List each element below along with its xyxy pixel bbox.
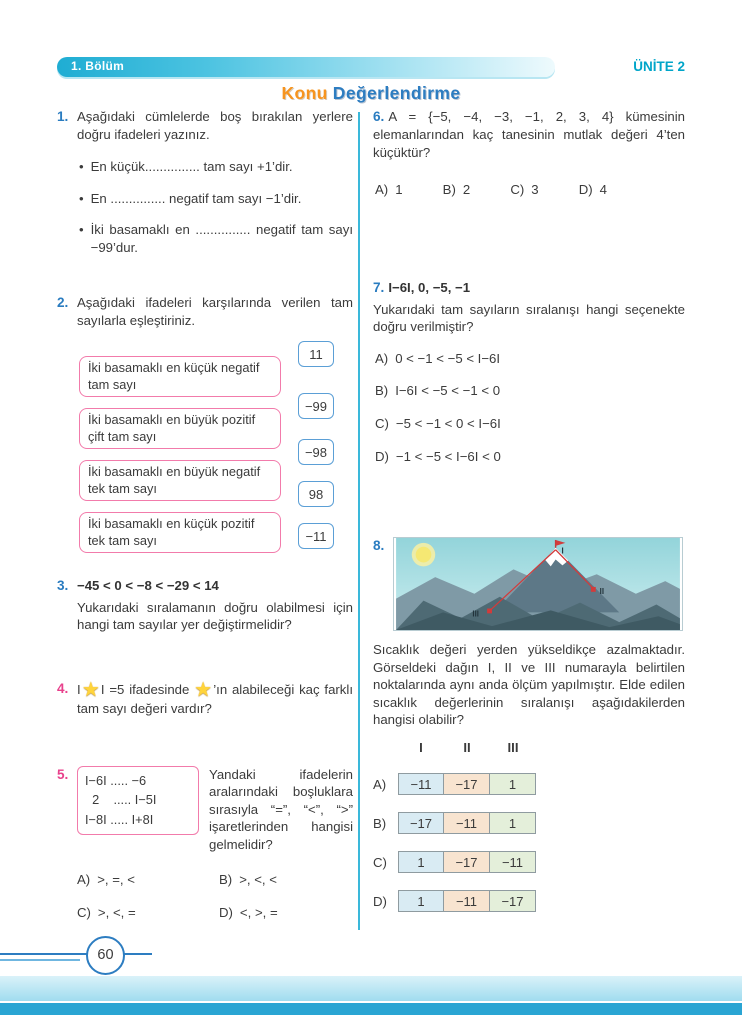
option-value: −1 < −5 < I−6I < 0 <box>395 448 501 464</box>
question-8 <box>373 537 685 912</box>
question-8-text: Sıcaklık değeri yerden yükseldikçe azalmaktadır. Görseldeki dağın I, II ve III numarayla belirtilen noktalarında aynı anda ölçüm yapılmıştır. Elde edilen sıcaklık değerlerinin sıralanışı aşağıdakilerden hangisi olabilir? <box>373 642 685 728</box>
bullet-line <box>79 190 353 208</box>
question-8-number: 8. <box>373 538 385 554</box>
option-label: C) <box>510 182 525 198</box>
option-label: B) <box>375 383 389 399</box>
question-5-text: Yandaki ifadelerin aralarındaki boşluklara sırasıyla “=”, “<”, “>” işaretlerinden hangisi gelmelidir? <box>209 766 353 852</box>
bullet-text: En küçük............... tam sayı +1’dir. <box>90 159 293 175</box>
match-item-3: İki basamaklı en büyük negatif tek tam sayı <box>79 460 281 501</box>
question-6-text <box>373 108 685 161</box>
match-answer-5: −11 <box>298 523 334 549</box>
question-3-text: Yukarıdaki sıralamanın doğru olabilmesi için hangi tam sayılar yer değiştirmelidir? <box>77 599 353 633</box>
option-label: A) <box>375 182 389 198</box>
match-answer-4: 98 <box>298 481 334 507</box>
question-2 <box>57 294 353 563</box>
footer-bar-dark <box>0 1003 742 1015</box>
option-value: 1 <box>395 182 403 198</box>
table-row-c <box>373 851 685 873</box>
question-7 <box>373 279 685 465</box>
column-divider <box>358 112 360 930</box>
question-1-body <box>77 108 353 270</box>
question-2-text: Aşağıdaki ifadeleri karşılarında verilen tam sayılarla eşleştiriniz. <box>77 295 353 328</box>
option-d <box>375 448 685 466</box>
question-8-top <box>373 537 685 631</box>
match-answer-2: −99 <box>298 393 334 419</box>
expression-line-2: 2 ..... I−5I <box>85 792 157 808</box>
expression-line-3: I−8I ..... I+8I <box>85 812 154 828</box>
option-label: A) <box>373 776 387 792</box>
option-label: D) <box>219 904 233 920</box>
question-7-text: Yukarıdaki tam sayıların sıralanışı hangi seçenekte doğru verilmiştir? <box>373 301 685 335</box>
option-d <box>219 904 353 922</box>
option-b <box>443 181 471 199</box>
option-label: A) <box>375 350 389 366</box>
question-7-line1 <box>373 279 685 297</box>
question-7-numbers: I−6I, 0, −5, −1 <box>388 279 471 295</box>
table-row-d <box>373 890 685 912</box>
footer-line <box>124 953 152 955</box>
question-1-number: 1. <box>57 109 69 124</box>
cell-value: 1 <box>398 851 444 873</box>
unit-label: ÜNİTE 2 <box>633 58 685 74</box>
question-4 <box>57 680 353 718</box>
option-value: −5 < −1 < 0 < I−6I <box>395 415 501 431</box>
bullet-icon: • <box>79 159 84 175</box>
option-a <box>375 181 403 199</box>
match-answer-3: −98 <box>298 439 334 465</box>
option-value: <, >, = <box>239 904 278 920</box>
matching-area <box>77 341 353 563</box>
footer-bar-light <box>0 976 742 1001</box>
cell-value: −17 <box>444 773 490 795</box>
option-d <box>579 181 607 199</box>
question-4-text-mid: I =5 ifadesinde <box>100 682 195 698</box>
cell-value: −11 <box>398 773 444 795</box>
cell-value: −17 <box>444 851 490 873</box>
option-a <box>77 871 211 889</box>
match-item-1: İki basamaklı en küçük negatif tam sayı <box>79 356 281 397</box>
question-6-options <box>375 181 607 199</box>
star-icon: ★ <box>194 679 214 702</box>
footer-line <box>0 959 80 961</box>
question-2-number: 2. <box>57 295 69 311</box>
question-3-body <box>77 577 353 634</box>
question-5-body <box>77 766 353 922</box>
option-value: >, <, < <box>239 872 277 888</box>
cell-value: 1 <box>490 812 536 834</box>
abs-bar-left: I <box>77 682 81 698</box>
option-value: 3 <box>531 182 539 198</box>
option-b <box>375 382 685 400</box>
section-bar <box>57 57 555 77</box>
cell-value: −11 <box>444 812 490 834</box>
option-value: 4 <box>599 182 607 198</box>
question-4-body <box>77 680 353 718</box>
option-c <box>375 415 685 433</box>
option-label: D) <box>373 893 387 909</box>
question-1-text: Aşağıdaki cümlelerde boş bırakılan yerlere doğru ifadeleri yazınız. <box>77 109 353 142</box>
cell-value: −11 <box>444 890 490 912</box>
question-7-number: 7. <box>373 279 385 295</box>
option-label: A) <box>77 872 91 888</box>
question-4-number: 4. <box>57 681 69 697</box>
table-row-a <box>373 773 685 795</box>
page-header <box>57 56 685 77</box>
option-label: D) <box>578 182 593 198</box>
footer-line <box>0 953 88 955</box>
option-label: C) <box>375 415 389 431</box>
option-c <box>510 181 538 199</box>
header-II: II <box>463 739 471 755</box>
cell-value: −17 <box>490 890 536 912</box>
bullet-icon: • <box>79 222 84 238</box>
table-header <box>398 739 685 757</box>
point-II-marker <box>591 587 596 592</box>
point-III-marker <box>487 609 492 614</box>
question-1 <box>57 108 353 270</box>
question-3-number: 3. <box>57 578 69 594</box>
question-6-number: 6. <box>373 109 385 124</box>
question-7-options <box>375 350 685 465</box>
expression-box <box>77 766 199 835</box>
option-b <box>219 871 353 889</box>
option-label: B) <box>442 182 456 198</box>
option-value: >, =, < <box>97 872 135 888</box>
option-label: C) <box>373 854 387 870</box>
right-column <box>373 108 685 912</box>
option-c <box>77 904 211 922</box>
match-item-4: İki basamaklı en küçük pozitif tek tam sayı <box>79 512 281 553</box>
question-3-inequality: −45 < 0 < −8 < −29 < 14 <box>77 578 219 594</box>
cell-value: 1 <box>490 773 536 795</box>
option-value: 2 <box>462 182 471 198</box>
star-icon: ★ <box>80 679 101 702</box>
cell-value: 1 <box>398 890 444 912</box>
page-number-badge <box>86 936 125 975</box>
cell-value: −17 <box>398 812 444 834</box>
section-label: 1. Bölüm <box>71 58 125 73</box>
question-2-body <box>77 294 353 563</box>
match-answer-1: 11 <box>298 341 334 367</box>
expression-line-1: I−6I ..... −6 <box>85 772 147 788</box>
question-5-number: 5. <box>57 766 69 782</box>
page-number: 60 <box>97 946 114 963</box>
question-6 <box>373 108 685 199</box>
option-label: D) <box>375 448 389 464</box>
header-I: I <box>419 739 423 755</box>
match-item-2: İki basamaklı en büyük pozitif çift tam sayı <box>79 408 281 449</box>
question-5 <box>57 766 353 922</box>
bullet-icon: • <box>79 190 84 206</box>
question-1-bullets <box>77 158 353 256</box>
question-4-text-end: ’ın alabileceği kaç farklı tam sayı değeri vardır? <box>77 682 353 717</box>
question-5-row <box>77 766 353 854</box>
mountain-image <box>393 537 683 631</box>
option-label: C) <box>77 904 91 920</box>
title-degerlendirme: Değerlendirme <box>332 83 461 103</box>
answer-table <box>373 739 685 913</box>
title-konu: Konu <box>281 83 328 103</box>
bullet-line <box>79 158 353 176</box>
option-value: >, <, = <box>97 904 136 920</box>
page-title <box>0 82 742 105</box>
bullet-line <box>79 221 353 256</box>
option-value: 0 < −1 < −5 < I−6I <box>395 350 501 366</box>
bullet-text: İki basamaklı en ............... negatif tam sayı −99’dur. <box>90 222 353 255</box>
label-I: I <box>561 546 564 556</box>
option-label: B) <box>373 815 387 831</box>
label-III: III <box>472 609 479 619</box>
table-row-b <box>373 812 685 834</box>
option-a <box>375 350 685 368</box>
sun-core <box>416 547 432 563</box>
label-II: II <box>599 586 605 596</box>
left-column <box>57 108 353 921</box>
option-value: I−6I < −5 < −1 < 0 <box>395 383 501 399</box>
question-4-text <box>77 680 353 718</box>
bullet-text: En ............... negatif tam sayı −1’dir. <box>90 190 302 206</box>
option-label: B) <box>219 872 233 888</box>
question-3 <box>57 577 353 634</box>
question-5-options <box>77 871 353 921</box>
header-III: III <box>507 739 519 755</box>
cell-value: −11 <box>490 851 536 873</box>
question-6-text-body: A = {−5, −4, −3, −1, 2, 3, 4} kümesinin elemanlarından kaç tanesinin mutlak değeri 4’ten küçüktür? <box>373 109 685 160</box>
